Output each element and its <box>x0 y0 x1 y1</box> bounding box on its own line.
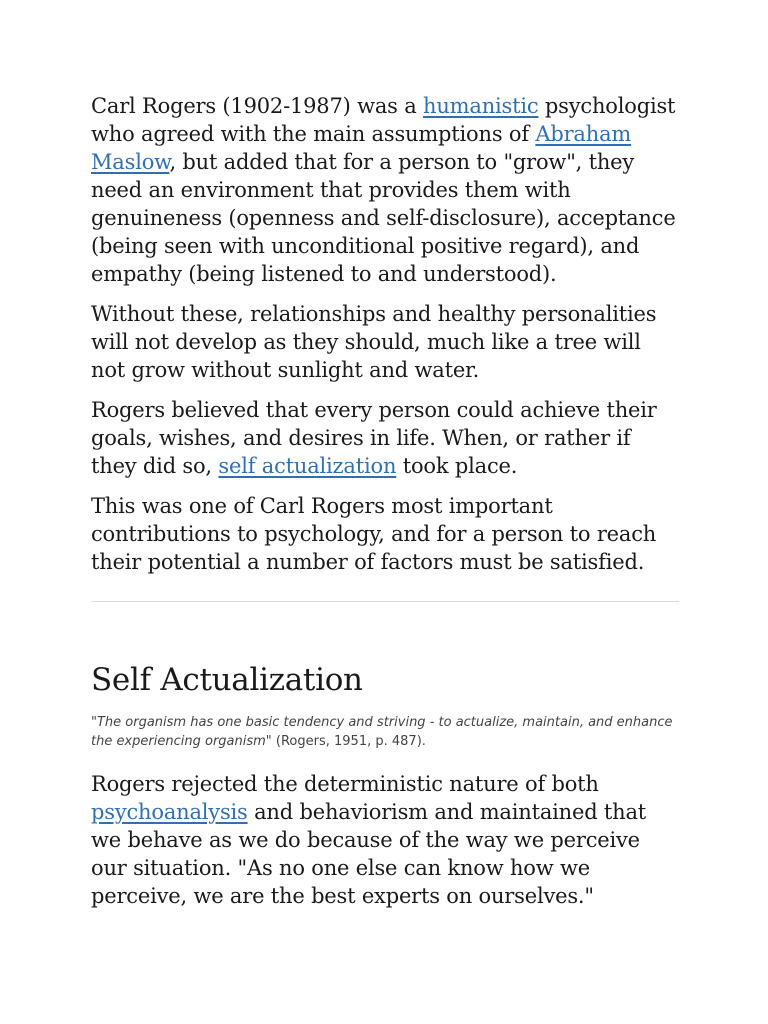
quote-close-mark: " <box>265 734 272 749</box>
paragraph-text: Rogers believed that every person could achieve their goals, wishes, and desires in life. When, or rather if they did so, <box>91 398 657 478</box>
rogers-quote <box>91 713 681 751</box>
paragraph-text: psychologist who agreed with the main assumptions of <box>91 94 676 146</box>
link-self-actualization[interactable]: self actualization <box>218 454 397 478</box>
paragraph-text: and behaviorism and maintained that we behave as we do because of the way we perceive our situation. "As no one else can know how we perceive, we are the best experts on ourselves." <box>91 800 647 908</box>
paragraph-text: This was one of Carl Rogers most important contributions to psychology, and for a person to reach their potential a number of factors must be satisfied. <box>91 494 657 574</box>
section-title: Self Actualization <box>91 662 363 698</box>
paragraph-contributions <box>91 492 681 576</box>
paragraph-without-these <box>91 300 681 384</box>
link-abraham-maslow[interactable]: Abraham Maslow <box>91 122 632 174</box>
paragraph-text: Without these, relationships and healthy personalities will not develop as they should, much like a tree will not grow without sunlight and water. <box>91 302 657 382</box>
paragraph-rejected <box>91 770 681 910</box>
paragraph-text: Carl Rogers (1902-1987) was a <box>91 94 424 118</box>
paragraph-text: took place. <box>396 454 518 478</box>
paragraph-intro <box>91 92 681 288</box>
article-body <box>91 92 681 922</box>
quote-text: The organism has one basic tendency and striving - to actualize, maintain, and enhance the experiencing organism <box>91 715 673 749</box>
paragraph-rogers-believed <box>91 396 681 480</box>
quote-open-mark: " <box>91 715 97 730</box>
section-divider <box>91 601 679 602</box>
quote-citation: (Rogers, 1951, p. 487). <box>271 734 426 749</box>
paragraph-text: Rogers rejected the deterministic nature of both <box>91 772 599 796</box>
link-psychoanalysis[interactable]: psychoanalysis <box>91 800 248 824</box>
link-humanistic[interactable]: humanistic <box>423 94 539 118</box>
paragraph-text: , but added that for a person to "grow", they need an environment that provides them with genuineness (openness and self-disclosure), acceptance (being seen with unconditional positive regard), and empathy (being listened to and understood). <box>91 150 676 286</box>
